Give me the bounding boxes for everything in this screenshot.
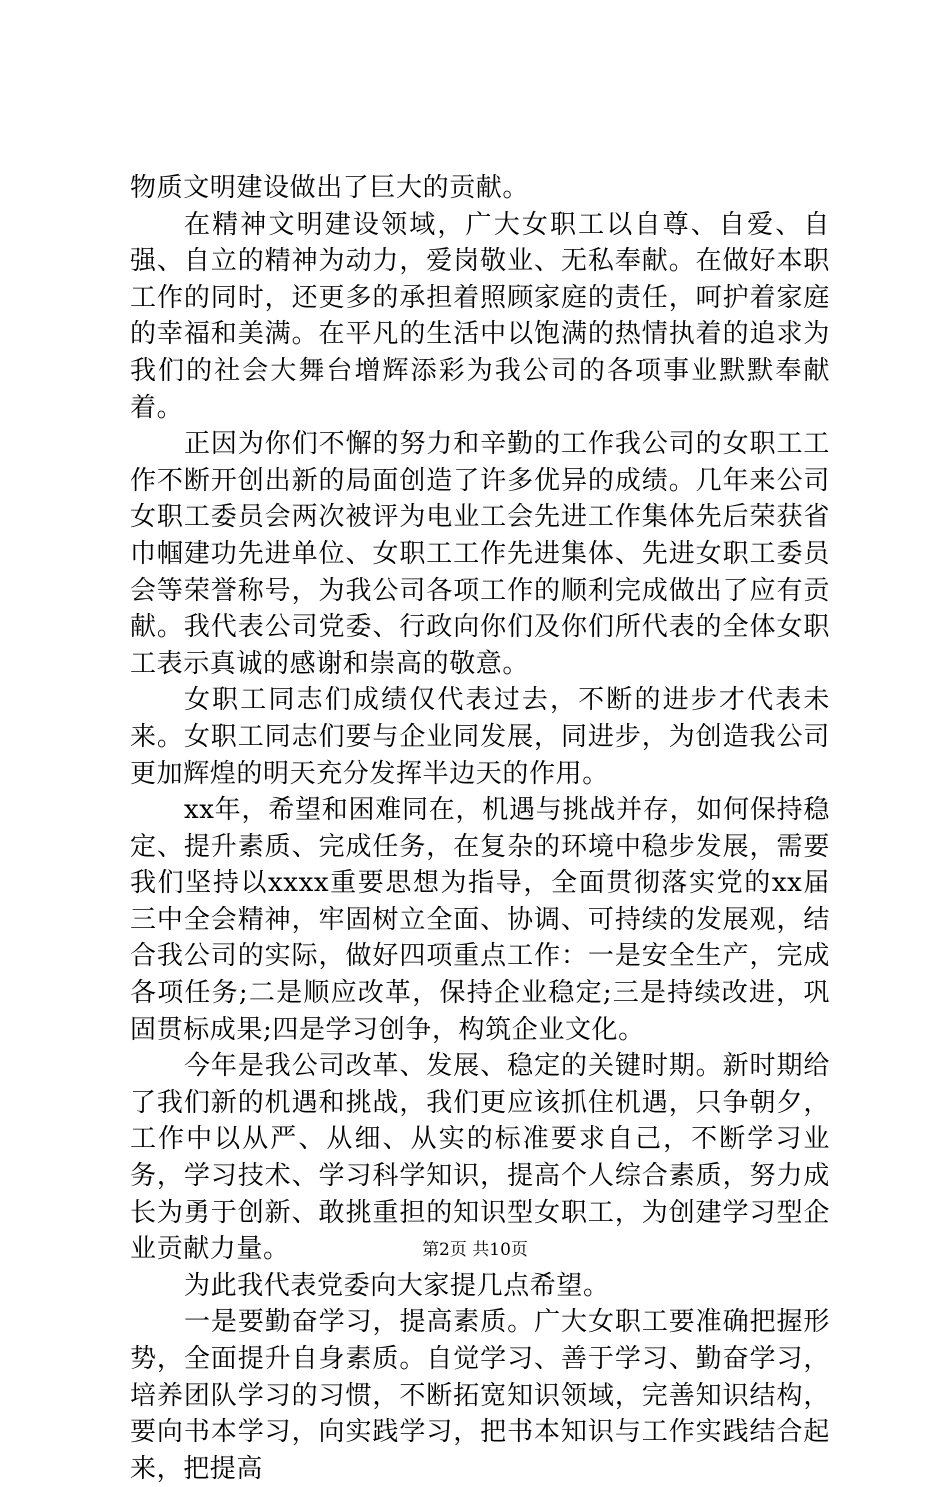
page-footer: 第2页 共10页 xyxy=(422,1240,528,1260)
paragraph-2: 在精神文明建设领域，广大女职工以自尊、自爱、自强、自立的精神为动力，爱岗敬业、无私奉献。在做好本职工作的同时，还更多的承担着照顾家庭的责任，呵护着家庭的幸福和美满。在平凡的生活中以饱满的热情执着的追求为我们的社会大舞台增辉添彩为我公司的各项事业默默奉献着。 xyxy=(130,209,830,423)
paragraph-6: 今年是我公司改革、发展、稳定的关键时期。新时期给了我们新的机遇和挑战，我们更应该抓住机遇，只争朝夕，工作中以从严、从细、从实的标准要求自己，不断学习业务，学习技术、学习科学知识，提高个人综合素质，努力成长为勇于创新、敢挑重担的知识型女职工，为创建学习型企业贡献力量。 xyxy=(130,1051,830,1265)
paragraph-7: 为此我代表党委向大家提几点希望。 xyxy=(184,1270,610,1301)
paragraph-4: 女职工同志们成绩仅代表过去，不断的进步才代表未来。女职工同志们要与企业同发展，同进步，为创造我公司更加辉煌的明天充分发挥半边天的作用。 xyxy=(130,685,830,789)
paragraph-1: 物质文明建设做出了巨大的贡献。 xyxy=(130,173,530,203)
paragraph-5: xx年，希望和困难同在，机遇与挑战并存，如何保持稳定、提升素质、完成任务，在复杂的环境中稳步发展，需要我们坚持以xxxx重要思想为指导，全面贯彻落实党的xx届三中全会精神，牢固树立全面、协调、可持续的发展观，结合我公司的实际，做好四项重点工作：一是安全生产，完成各项任务;二是顺应改革，保持企业稳定;三是持续改进，巩固贯标成果;四是学习创争，构筑企业文化。 xyxy=(130,795,830,1045)
paragraph-8: 一是要勤奋学习，提高素质。广大女职工要准确把握形势，全面提升自身素质。自觉学习、善于学习、勤奋学习，培养团队学习的习惯，不断拓宽知识领域，完善知识结构，要向书本学习，向实践学习，把书本知识与工作实践结合起来，把提高 xyxy=(130,1307,830,1484)
paragraph-3: 正因为你们不懈的努力和辛勤的工作我公司的女职工工作不断开创出新的局面创造了许多优异的成绩。几年来公司女职工委员会两次被评为电业工会先进工作集体先后荣获省巾帼建功先进单位、女职工工作先进集体、先进女职工委员会等荣誉称号，为我公司各项工作的顺利完成做出了应有贡献。我代表公司党委、行政向你们及你们所代表的全体女职工表示真诚的感谢和崇高的敬意。 xyxy=(130,429,830,679)
body-text xyxy=(130,170,830,1487)
